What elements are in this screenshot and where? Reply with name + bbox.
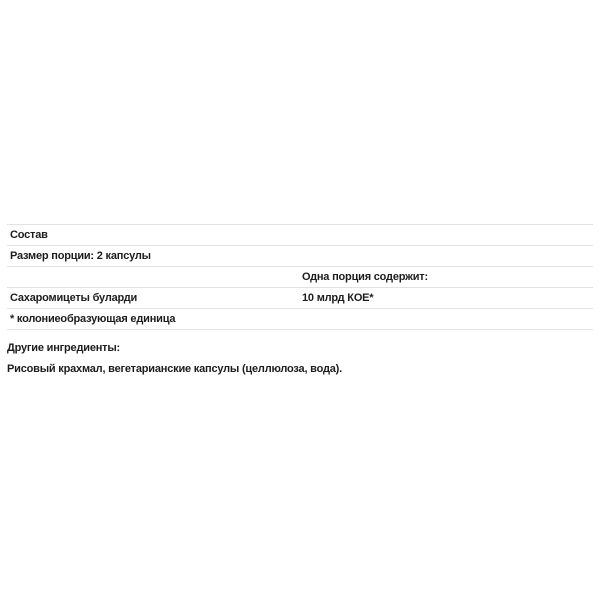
table-row-footnote: [7, 308, 593, 329]
table-row-ingredient-amount: [7, 287, 593, 308]
row-value: 10 млрд КОЕ*: [302, 291, 374, 304]
supplement-facts-section: [0, 224, 600, 375]
other-ingredients-text: Рисовый крахмал, вегетарианские капсулы (целлюлоза, вода).: [7, 363, 342, 375]
table-row-composition-header: [7, 224, 593, 245]
supplement-facts-table: [7, 224, 593, 330]
row-label: Состав: [10, 228, 48, 241]
row-label: * колониеобразующая единица: [10, 312, 176, 325]
row-label: Размер порции: 2 капсулы: [10, 249, 151, 262]
table-row-per-serving-header: [7, 266, 593, 287]
other-ingredients-heading: Другие ингредиенты:: [7, 342, 121, 354]
other-ingredients-block: [7, 343, 593, 375]
table-row-serving-size: [7, 245, 593, 266]
row-label: Сахаромицеты буларди: [10, 291, 138, 304]
row-value: Одна порция содержит:: [302, 270, 428, 283]
